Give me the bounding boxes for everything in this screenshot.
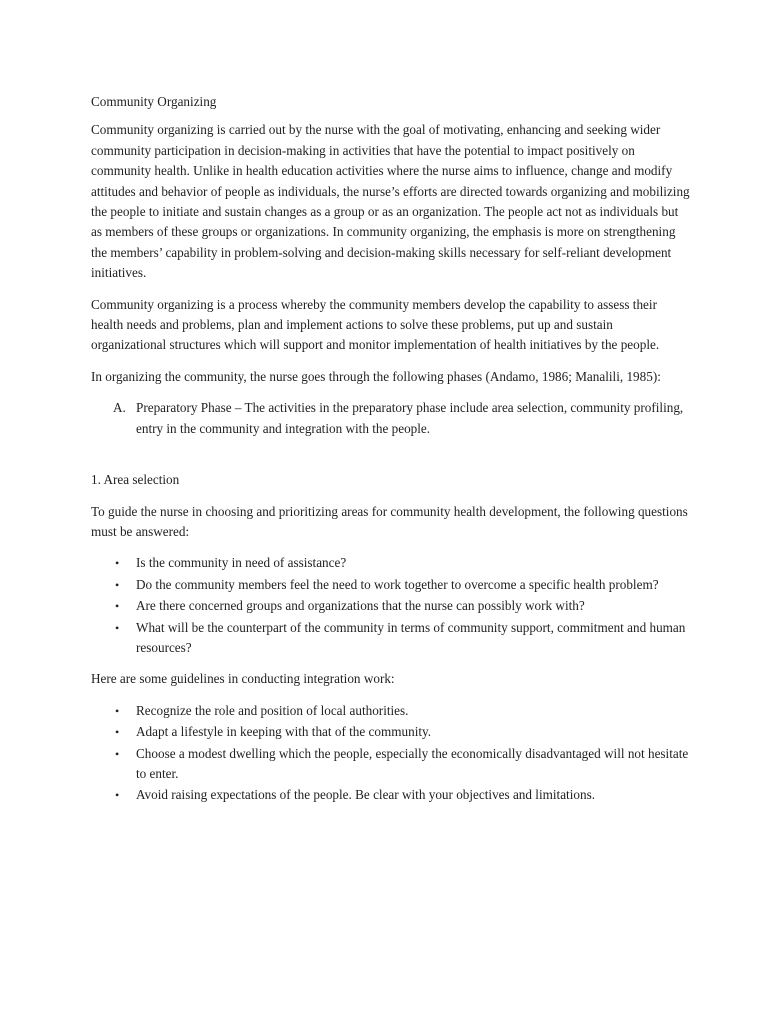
bullet-icon: • xyxy=(115,620,120,635)
document-title: Community Organizing xyxy=(91,94,217,109)
list-item xyxy=(91,744,691,785)
list-item-text: Do the community members feel the need to work together to overcome a specific health problem? xyxy=(136,576,659,592)
list-item xyxy=(91,618,691,659)
bullet-icon: • xyxy=(115,599,120,614)
bullet-icon: • xyxy=(115,788,120,803)
list-item-text: Choose a modest dwelling which the people, especially the economically disadvantaged will not hesitate to enter. xyxy=(136,745,689,781)
list-item xyxy=(91,553,691,573)
phase-list xyxy=(91,398,691,439)
paragraph-phases-intro: In organizing the community, the nurse goes through the following phases (Andamo, 1986; Manalili, 1985): xyxy=(91,368,661,384)
bullet-icon: • xyxy=(115,556,120,571)
paragraph-intro: Community organizing is carried out by the nurse with the goal of motivating, enhancing and seeking wider community participation in decision-making in activities that have the potential to impact positively on community health. Unlike in health education activities where the nurse aims to influence, change and modify attitudes and behavior of people as individuals, the nurse’s efforts are directed towards organizing and mobilizing the people to initiate and sustain changes as a group or as an organization. The people act not as individuals but as members of these groups or organizations. In community organizing, the emphasis is more on strengthening the members’ capability in problem-solving and decision-making skills necessary for self-reliant development initiatives. xyxy=(91,122,690,281)
list-item-text: Are there concerned groups and organizations that the nurse can possibly work with? xyxy=(136,598,585,614)
list-item xyxy=(91,701,691,721)
bullet-icon: • xyxy=(115,577,120,592)
phase-marker: A. xyxy=(113,400,126,416)
list-item xyxy=(91,575,691,595)
paragraph-definition: Community organizing is a process whereby the community members develop the capability to assess their health needs and problems, plan and implement actions to solve these problems, put up and sustain organizational structures which will support and monitor implementation of health initiatives by the people. xyxy=(91,296,660,353)
questions-list xyxy=(91,553,691,658)
list-item-text: Avoid raising expectations of the people. Be clear with your objectives and limitations. xyxy=(136,787,595,803)
list-item xyxy=(91,785,691,805)
guidelines-list xyxy=(91,701,691,806)
list-item-text: Adapt a lifestyle in keeping with that of the community. xyxy=(136,724,432,740)
paragraph-area-intro: To guide the nurse in choosing and prioritizing areas for community health development, the following questions must be answered: xyxy=(91,503,688,539)
bullet-icon: • xyxy=(115,703,120,718)
list-item-text: Is the community in need of assistance? xyxy=(136,555,347,571)
document-body xyxy=(91,92,691,817)
paragraph-guidelines-intro: Here are some guidelines in conducting integration work: xyxy=(91,671,395,687)
phase-text: Preparatory Phase – The activities in the preparatory phase include area selection, community profiling, entry in the community and integration with the people. xyxy=(136,400,684,436)
bullet-icon: • xyxy=(115,725,120,740)
list-item-text: Recognize the role and position of local authorities. xyxy=(136,702,409,718)
list-item xyxy=(91,722,691,742)
section-heading-area-selection: 1. Area selection xyxy=(91,472,180,488)
bullet-icon: • xyxy=(115,746,120,761)
list-item xyxy=(91,596,691,616)
phase-item-preparatory xyxy=(91,398,691,439)
list-item-text: What will be the counterpart of the community in terms of community support, commitment and human resources? xyxy=(136,619,686,655)
